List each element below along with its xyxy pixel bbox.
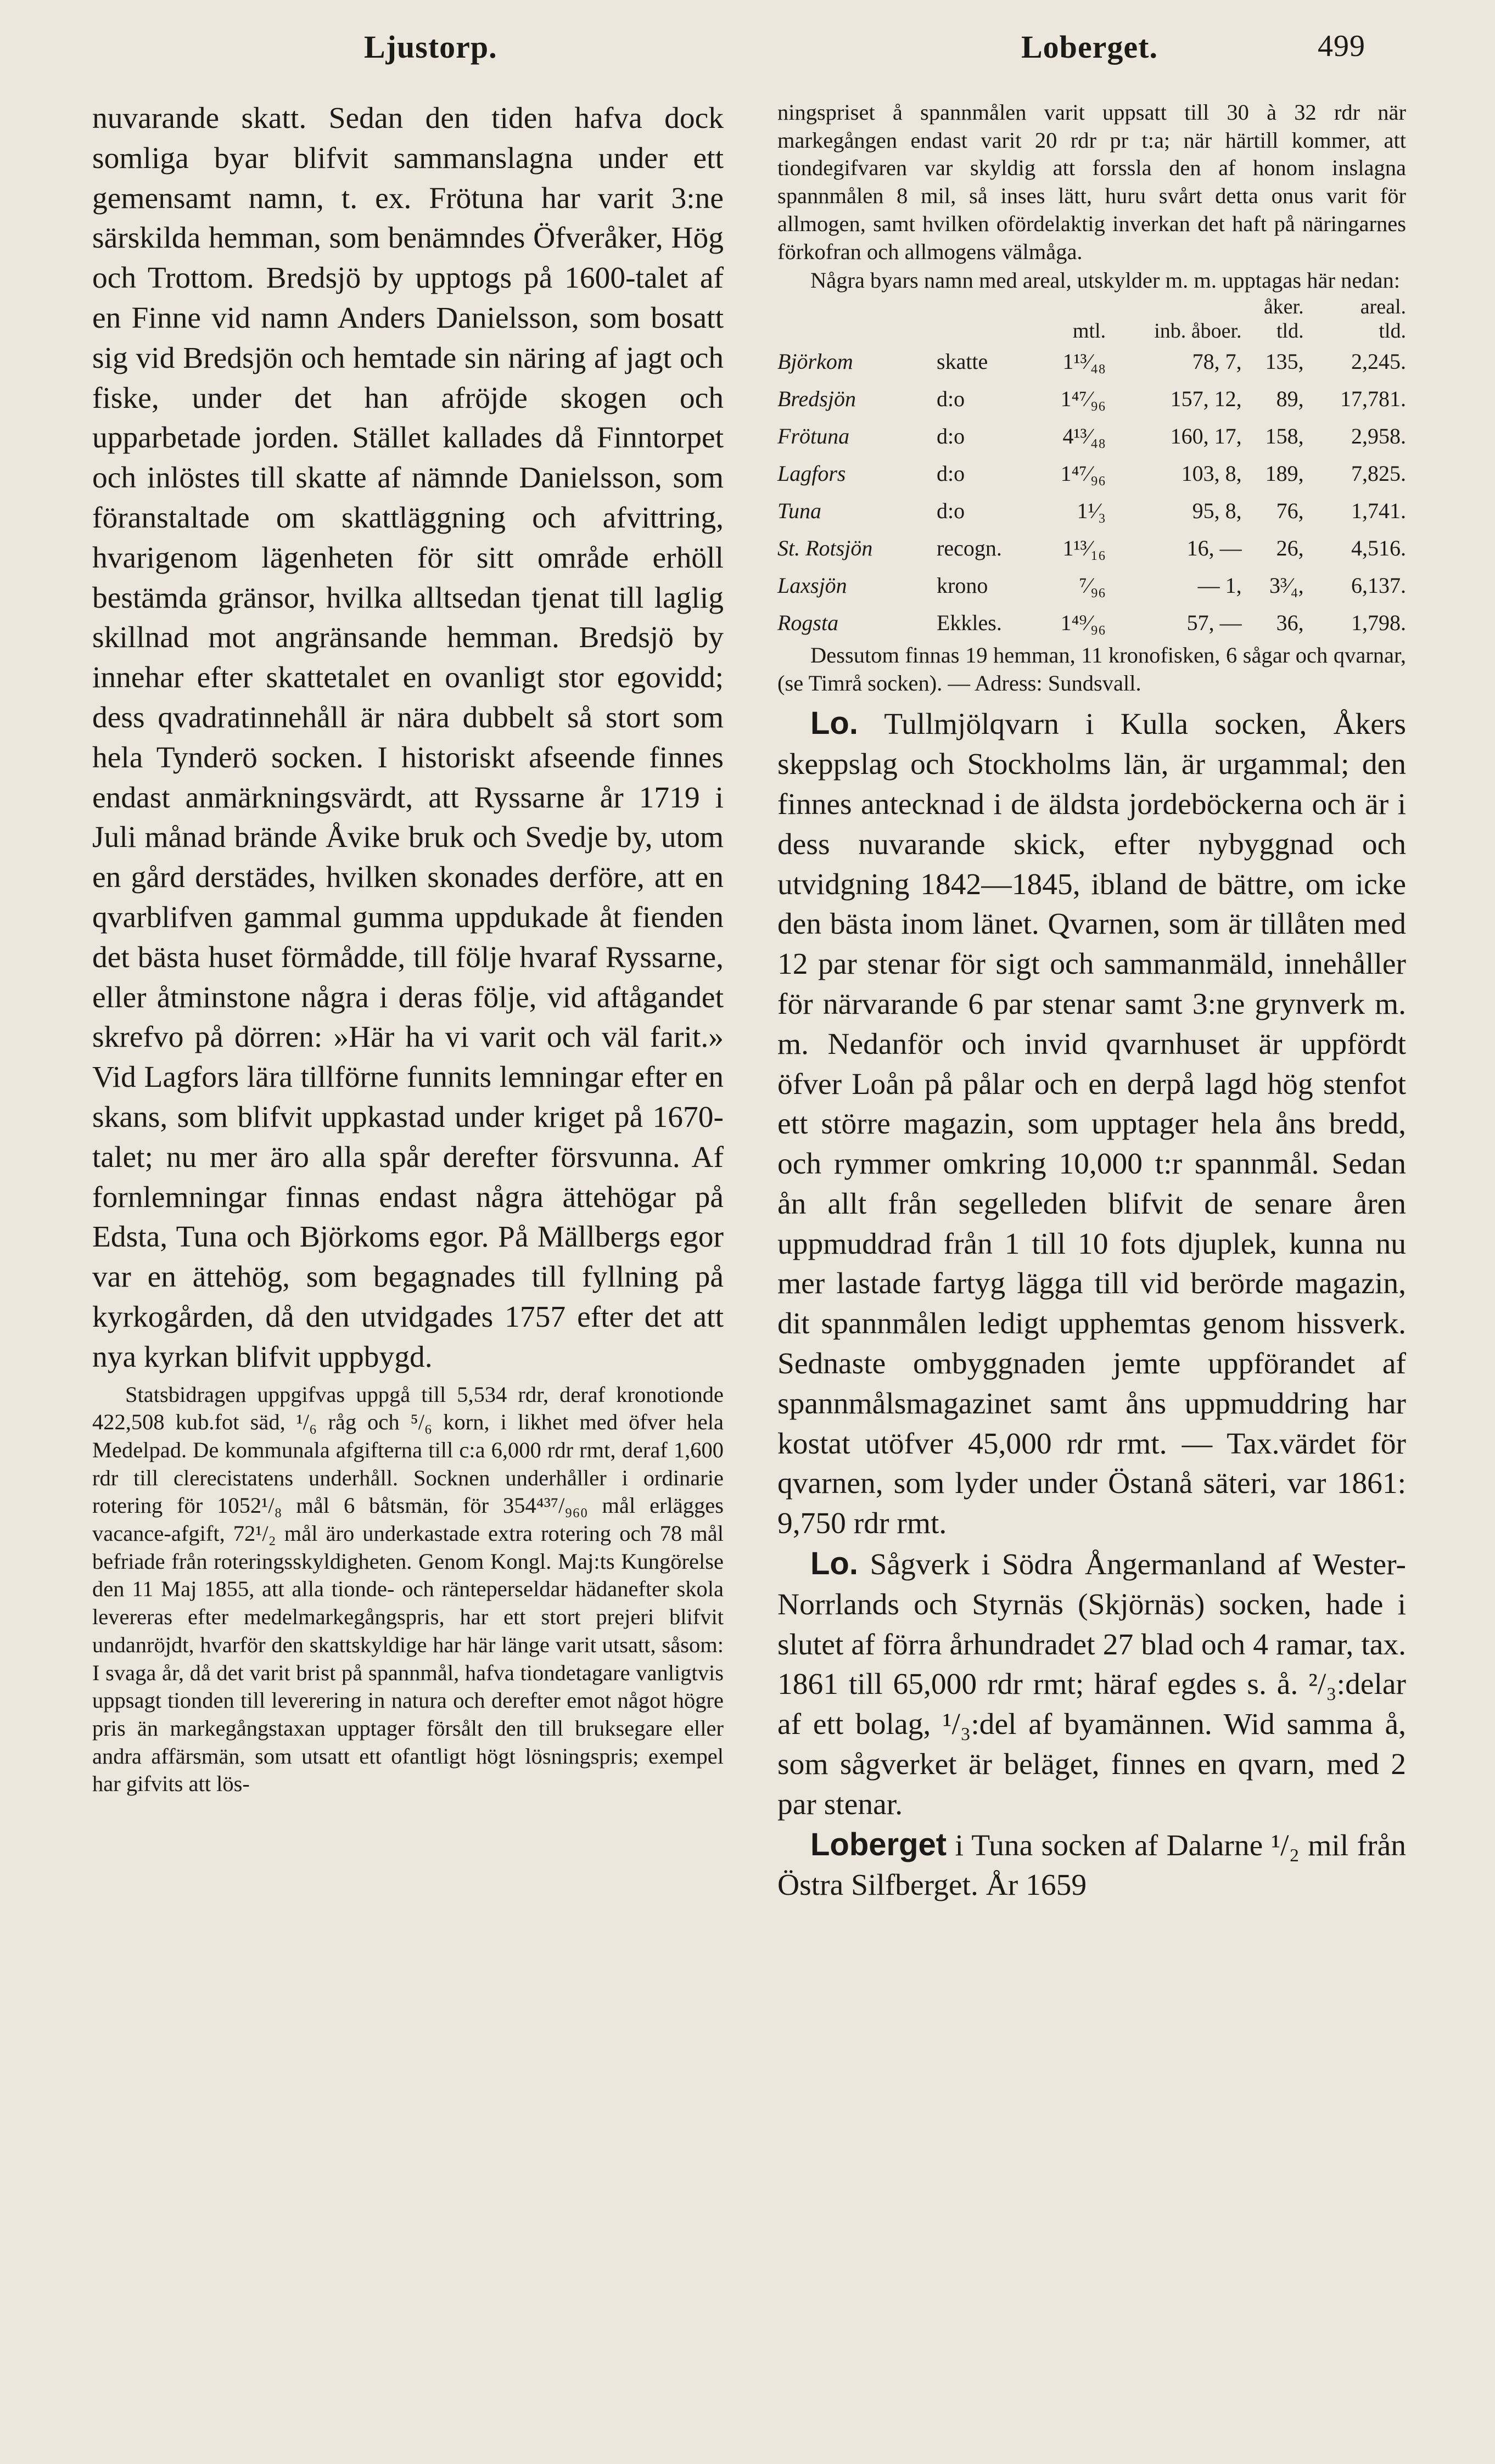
- table-cell: 1¹⁄₃: [1077, 498, 1106, 523]
- table-header-cell: [777, 319, 937, 343]
- table-cell: 1,798.: [1351, 610, 1406, 635]
- table-cell: Laxsjön: [777, 572, 847, 598]
- table-cell: 135,: [1265, 349, 1304, 374]
- table-cell: 4,516.: [1351, 535, 1406, 560]
- entry-lo-mill-text: Tullmjölqvarn i Kulla socken, Åkers skeppslag och Stockholms län, är urgammal; den finnes antecknad i de äldsta jordeböckerna och är i dess nuvarande skick, efter nybyggnad och utvidgning 1842—1845, ibland de bättre, om icke den bästa inom länet. Qvarnen, som är tillåten med 12 par stenar för sigt och sammanmäld, innehåller för närvarande 6 par stenar samt 3:ne grynverk m. m. Nedanför och invid qvarnhuset är uppfördt öfver Loån på pålar och en derpå lagd hög stenfot ett större magazin, som upptager hela åns bredd, och rymmer omkring 10,000 t:r spannmål. Sedan ån allt från segelleden blifvit de senare åren uppmuddrad från 1 till 10 fots djuplek, kunna nu mer lastade fartyg lägga till vid berörde magazin, dit spannmålen ledigt upphemtas genom hissverk. Sednaste ombyggnaden jemte uppförandet af spannmålsmagazinet samt åns uppmuddring har kostat utöfver 45,000 rdr rmt. — Tax.värdet för qvarnen, som lyder under Östanå säteri, var 1861: 9,750 rdr rmt.: [777, 708, 1406, 1541]
- table-header-cell: areal.: [1360, 295, 1406, 318]
- table-cell: St. Rotsjön: [777, 535, 873, 560]
- table-cell: 1,741.: [1351, 498, 1406, 523]
- table-cell: 89,: [1276, 386, 1304, 411]
- table-cell: 17,781.: [1340, 386, 1406, 411]
- table-cell: 36,: [1276, 610, 1304, 635]
- table-cell: d:o: [937, 386, 965, 411]
- table-cell: Frötuna: [777, 423, 850, 448]
- header-center-title: Loberget.: [1021, 29, 1158, 65]
- table-cell: d:o: [937, 461, 965, 486]
- table-cell: 189,: [1265, 461, 1304, 486]
- table-cell: 1⁴⁷⁄₉₆: [1060, 386, 1106, 411]
- table-cell: 95, 8,: [1192, 498, 1242, 523]
- table-intro: Några byars namn med areal, utskylder m. m. upptagas här nedan:: [810, 268, 1401, 293]
- table-cell: 157, 12,: [1170, 386, 1242, 411]
- table-header-cell: [937, 295, 1035, 319]
- table-header-cell: tld.: [1276, 319, 1304, 343]
- entry-loberget-text: i Tuna socken af Dalarne ¹/₂ mil från Östra Silfberget. År 1659: [777, 1828, 1406, 1902]
- table-cell: 78, 7,: [1192, 349, 1242, 374]
- table-row: [777, 343, 1406, 380]
- page-number: 499: [1318, 29, 1365, 63]
- entry-lo-sawmill-headword: Lo.: [810, 1546, 858, 1582]
- table-cell: 7,825.: [1351, 461, 1406, 486]
- table-cell: Rogsta: [777, 610, 839, 635]
- header-left-title: Ljustorp.: [364, 29, 497, 65]
- table-cell: d:o: [937, 423, 965, 448]
- entry-lo-mill-headword: Lo.: [810, 705, 858, 742]
- table-header-cell: mtl.: [1072, 319, 1106, 343]
- table-footer: Dessutom finnas 19 hemman, 11 kronofisken, 6 sågar och qvarnar, (se Timrå socken). — Adress: Sundsvall.: [777, 642, 1406, 695]
- table-cell: 158,: [1265, 423, 1304, 448]
- right-intro-paragraph: ningspriset å spannmålen varit uppsatt till 30 à 32 rdr när markegången endast varit 20 rdr pr t:a; när härtill kommer, att tiondegifvaren var skyldig att forssla den af honom inslagna spannmålen 8 mil, så inses lätt, huru svårt detta onus varit för allmogen, samt hvilken ofördelaktig inverkan det haft på näringarnes förkofran och allmogens välmåga.: [777, 100, 1406, 264]
- table-cell: skatte: [937, 349, 988, 374]
- table-cell: Bredsjön: [777, 386, 856, 411]
- table-cell: 76,: [1276, 498, 1304, 523]
- table-cell: 16, —: [1186, 535, 1242, 560]
- village-table: [777, 295, 1406, 642]
- table-header-row-top: [777, 295, 1406, 319]
- entry-lo-sawmill: [777, 1544, 1406, 1825]
- right-column: [777, 99, 1406, 1906]
- entry-lo-mill: [777, 704, 1406, 1544]
- table-cell: 1¹³⁄₁₆: [1062, 535, 1106, 560]
- table-row: [777, 604, 1406, 642]
- table-header-cell: [937, 319, 1035, 343]
- table-cell: d:o: [937, 498, 965, 523]
- table-header-cell: tld.: [1379, 319, 1406, 343]
- table-cell: 2,245.: [1351, 349, 1406, 374]
- table-cell: 4¹³⁄₄₈: [1062, 423, 1106, 448]
- table-header-cell: [1106, 295, 1241, 319]
- table-cell: 57, —: [1186, 610, 1242, 635]
- entry-loberget: [777, 1825, 1406, 1906]
- table-header-cell: åker.: [1263, 295, 1304, 318]
- table-row: [777, 380, 1406, 418]
- entry-loberget-headword: Loberget: [810, 1826, 947, 1862]
- table-cell: Lagfors: [777, 461, 846, 486]
- table-cell: 1¹³⁄₄₈: [1062, 349, 1106, 374]
- table-cell: 3³⁄₄,: [1269, 572, 1304, 598]
- table-cell: — 1,: [1197, 572, 1242, 598]
- table-row: [777, 567, 1406, 604]
- table-header-row-bottom: [777, 319, 1406, 343]
- left-column: [92, 99, 724, 1798]
- table-cell: 103, 8,: [1181, 461, 1242, 486]
- left-main-paragraph: nuvarande skatt. Sedan den tiden hafva dock somliga byar blifvit sammanslagna under ett gemensamt namn, t. ex. Frötuna har varit 3:ne särskilda hemman, som benämndes Öfveråker, Hög och Trottom. Bredsjö by upptogs på 1600-talet af en Finne vid namn Anders Danielsson, som bosatt sig vid Bredsjön och hemtade sin näring af jagt och fiske, under det han afröjde skogen och upparbetade jorden. Stället kallades då Finntorpet och inlöstes till skatte af nämnde Danielsson, som föranstaltade om skattläggning och afvittring, hvarigenom lägenheten för sitt område erhöll bestämda gränsor, hvilka alltsedan tjenat till laglig skillnad mot angränsande hemman. Bredsjö by innehar efter skattetalet en ovanligt stor egovidd; dess qvadratinnehåll är nära dubbelt så stort som hela Tynderö socken. I historiskt afseende finnes endast anmärkningsvärdt, att Ryssarne år 1719 i Juli månad brände Åvike bruk och Svedje by, utom en gård derstädes, hvilken skonades derföre, att en qvarblifven gammal gumma uppdukade åt fienden det bästa huset förmådde, till följe hvaraf Ryssarne, eller åtminstone några i deras följe, vid aftågandet skrefvo på dörren: »Här ha vi varit och väl farit.» Vid Lagfors lära tillförne funnits lemningar efter en skans, som blifvit uppkastad under kriget på 1670-talet; nu mer äro alla spår derefter försvunna. Af fornlemningar finnas endast några ättehögar på Edsta, Tuna och Björkoms egor. På Mällbergs egor var en ättehög, som begagnades till fyllning på kyrkogården, då den utvidgades 1757 efter det att nya kyrkan blifvit uppbygd.: [92, 102, 724, 1374]
- table-cell: 1⁴⁹⁄₉₆: [1060, 610, 1106, 635]
- table-header-cell: [777, 295, 937, 319]
- table-header-cell: [1035, 295, 1106, 319]
- running-header: [91, 29, 1403, 72]
- table-row: [777, 492, 1406, 530]
- table-cell: ⁷⁄₉₆: [1079, 572, 1106, 598]
- table-cell: 2,958.: [1351, 423, 1406, 448]
- table-cell: 26,: [1276, 535, 1304, 560]
- table-cell: Ekkles.: [937, 610, 1002, 635]
- table-cell: krono: [937, 572, 988, 598]
- table-row: [777, 455, 1406, 492]
- table-row: [777, 530, 1406, 567]
- left-small-paragraph: Statsbidragen uppgifvas uppgå till 5,534 rdr, deraf kronotionde 422,508 kub.fot säd, ¹/₆ råg och ⁵/₆ korn, i likhet med öfver hela Medelpad. De kommunala afgifterna till c:a 6,000 rdr rmt, deraf 1,600 rdr till clerecistatens underhåll. Socknen underhåller i ordinarie rotering för 1052¹/₈ mål 6 båtsmän, för 354⁴³⁷/₉₆₀ mål erlägges vacance-afgift, 72¹/₂ mål äro underkastade extra rotering och 78 mål befriade från roteringsskyldigheten. Genom Kongl. Maj:ts Kungörelse den 11 Maj 1855, att alla tionde- och ränteperseldar hädanefter skola levereras efter medelmarkegångspris, har ett stort prejeri blifvit undanröjdt, hvarför den skattskyldige har här länge varit utsatt, såsom: I svaga år, då det varit brist på spannmål, hafva tiondetagare vanligtvis uppsagt tionden till leverering in natura och derefter emot något högre pris än markegångstaxan upptager försålt den till bruksegare eller andra affärsmän, som utsatt ett ofantligt högt lösningspris; exempel har gifvits att lös-: [92, 1382, 724, 1797]
- table-body: [777, 343, 1406, 642]
- table-cell: 1⁴⁷⁄₉₆: [1060, 461, 1106, 486]
- table-row: [777, 418, 1406, 455]
- table-cell: 6,137.: [1351, 572, 1406, 598]
- table-cell: recogn.: [937, 535, 1002, 560]
- table-cell: Tuna: [777, 498, 822, 523]
- table-cell: 160, 17,: [1170, 423, 1242, 448]
- table-header-cell: inb. åboer.: [1154, 319, 1242, 343]
- entry-lo-sawmill-text: Sågverk i Södra Ångermanland af Wester-Norrlands och Styrnäs (Skjörnäs) socken, hade i slutet af förra århundradet 27 blad och 4 ramar, tax. 1861 till 65,000 rdr rmt; häraf egdes s. å. ²/₃:delar af ett bolag, ¹/₃:del af byamännen. Wid samma å, som sågverket är beläget, finnes en qvarn, med 2 par stenar.: [777, 1548, 1406, 1821]
- table-cell: Björkom: [777, 349, 853, 374]
